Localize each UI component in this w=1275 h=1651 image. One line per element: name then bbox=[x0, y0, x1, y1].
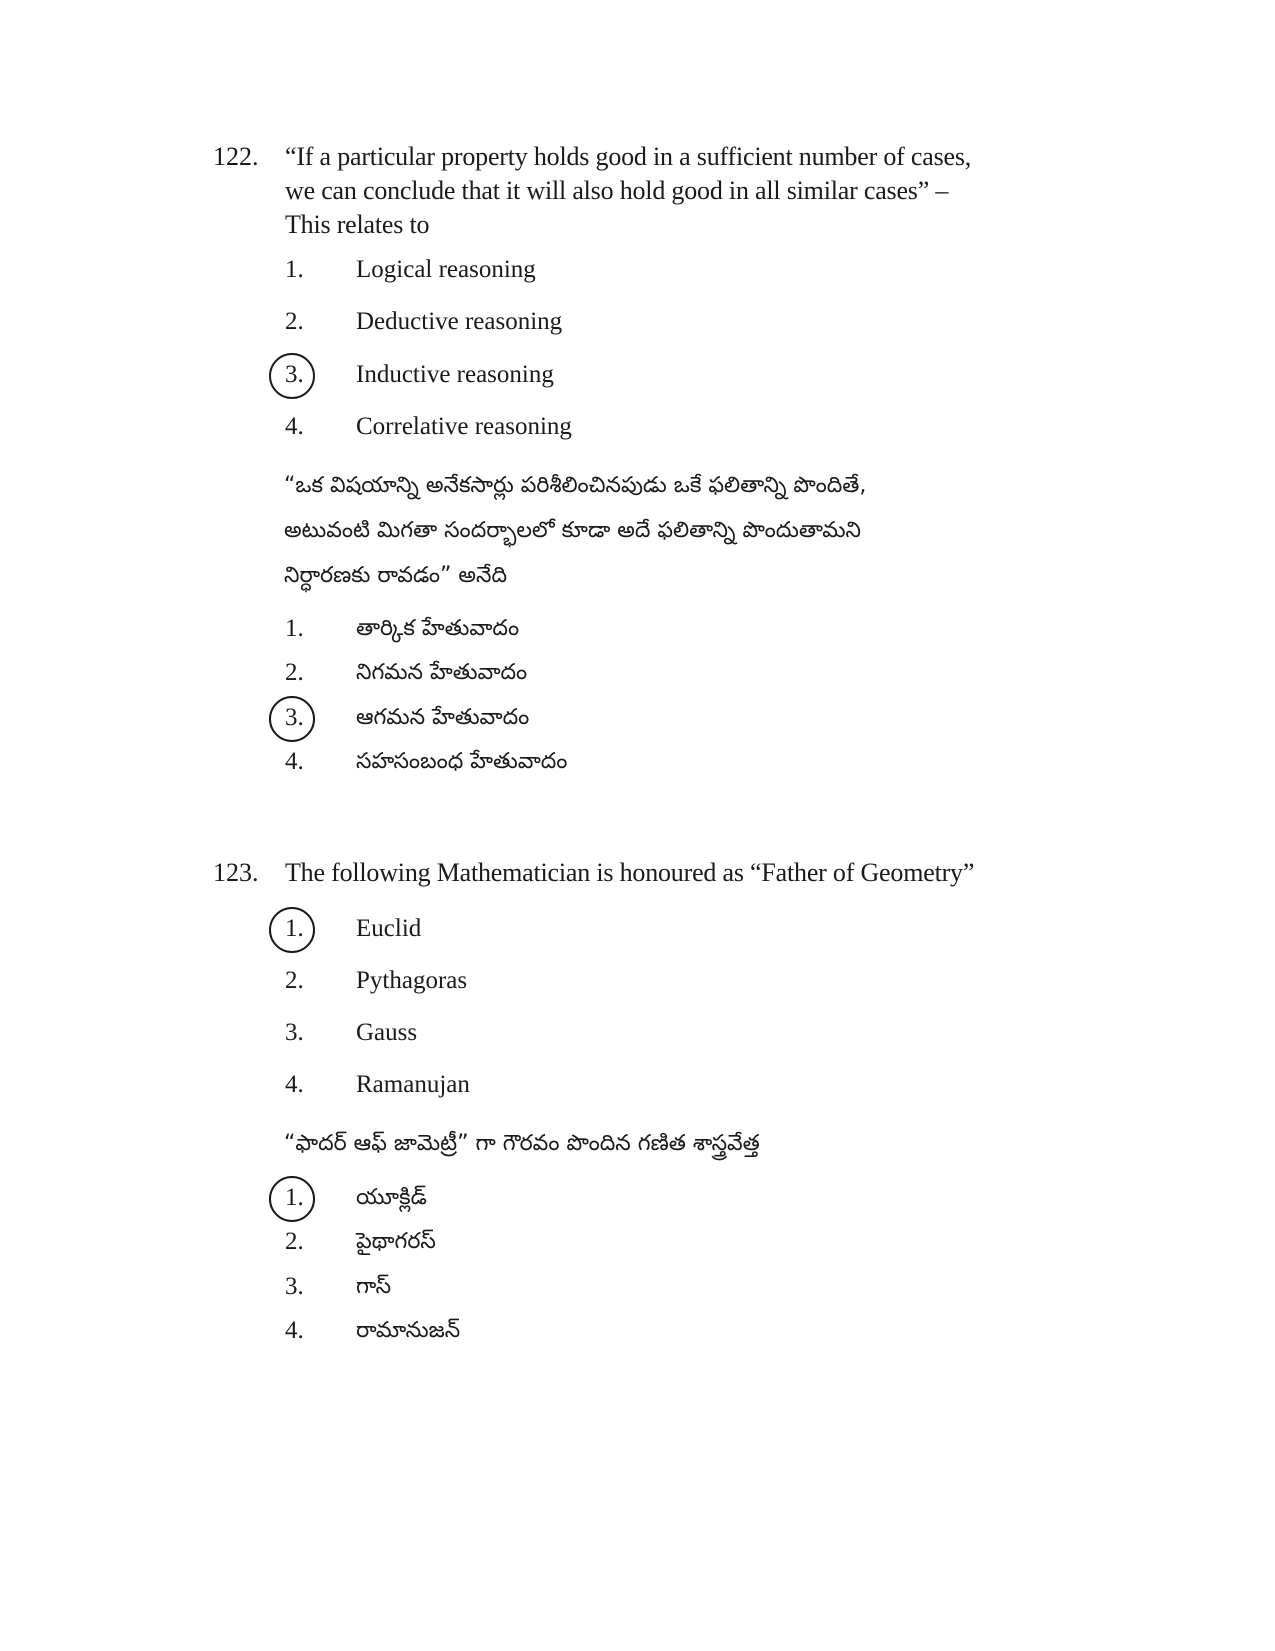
question-line: “ఫాదర్ ఆఫ్ జామెట్రీ” గా గౌరవం పొందిన గణిత శాస్త్రవేత్త bbox=[284, 1131, 760, 1156]
question-number: 122. bbox=[213, 142, 259, 171]
option-label: Ramanujan bbox=[356, 1071, 470, 1098]
option-number: 2. bbox=[285, 659, 304, 686]
question-line: అటువంటి మిగతా సందర్భాలలో కూడా అదే ఫలితాన్ని పొందుతామని bbox=[284, 518, 862, 543]
question-text-english bbox=[285, 856, 1005, 890]
question-number: 123. bbox=[213, 858, 259, 887]
option-label: నిగమన హేతువాదం bbox=[356, 660, 528, 685]
option-label: ఆగమన హేతువాదం bbox=[356, 705, 530, 730]
option-label: Logical reasoning bbox=[356, 256, 536, 283]
option-label: యూక్లిడ్ bbox=[356, 1185, 427, 1210]
option-label: పైథాగరస్ bbox=[356, 1229, 436, 1254]
question-line: we can conclude that it will also hold good in all similar cases” – bbox=[285, 176, 949, 205]
question-line: “If a particular property holds good in a sufficient number of cases, bbox=[285, 142, 972, 171]
option-label: Pythagoras bbox=[356, 967, 468, 994]
option-number: 3. bbox=[285, 1273, 304, 1300]
question-line: నిర్ధారణకు రావడం” అనేది bbox=[284, 563, 508, 588]
option-number: 3. bbox=[285, 1019, 304, 1046]
question-line: “ఒక విషయాన్ని అనేకసార్లు పరిశీలించినపుడు ఒకే ఫలితాన్ని పొందితే, bbox=[284, 473, 867, 498]
question-line: This relates to bbox=[285, 210, 430, 239]
option-label: Inductive reasoning bbox=[356, 361, 554, 388]
option-number: 1. bbox=[285, 915, 304, 942]
option-number: 1. bbox=[285, 615, 304, 642]
option-number: 3. bbox=[285, 361, 304, 388]
option-number: 2. bbox=[285, 308, 304, 335]
question-text-telugu bbox=[284, 1121, 984, 1166]
option-label: Correlative reasoning bbox=[356, 413, 572, 440]
option-label: Deductive reasoning bbox=[356, 308, 563, 335]
option-label: Gauss bbox=[356, 1019, 418, 1046]
option-number: 4. bbox=[285, 413, 304, 440]
option-number: 2. bbox=[285, 1228, 304, 1255]
option-number: 4. bbox=[285, 1317, 304, 1344]
option-label: తార్కిక హేతువాదం bbox=[356, 616, 520, 641]
option-number: 1. bbox=[285, 1184, 304, 1211]
option-number: 4. bbox=[285, 1071, 304, 1098]
option-number: 3. bbox=[285, 704, 304, 731]
option-label: గాస్ bbox=[356, 1274, 392, 1299]
option-label: సహసంబంధ హేతువాదం bbox=[356, 749, 568, 774]
option-number: 1. bbox=[285, 256, 304, 283]
question-text-english bbox=[285, 140, 1005, 242]
option-label: Euclid bbox=[356, 915, 422, 942]
option-label: రామానుజన్ bbox=[356, 1318, 461, 1343]
option-number: 2. bbox=[285, 967, 304, 994]
question-text-telugu bbox=[284, 463, 984, 598]
question-line: The following Mathematician is honoured as “Father of Geometry” bbox=[285, 858, 975, 887]
option-number: 4. bbox=[285, 748, 304, 775]
